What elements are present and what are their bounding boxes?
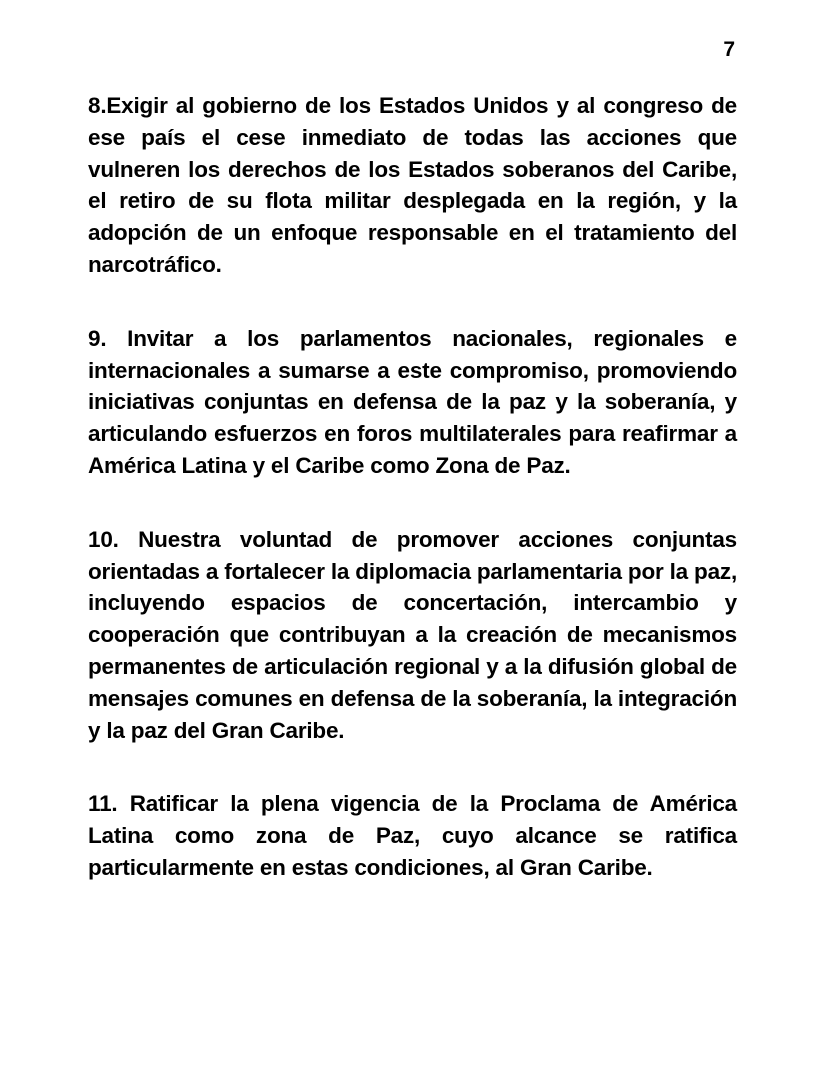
paragraph-8: 8.Exigir al gobierno de los Estados Unidos y al congreso de ese país el cese inmediato de todas las acciones que vulneren los derechos de los Estados soberanos del Caribe, el retiro de su flota militar desplegada en la región, y la adopción de un enfoque responsable en el tratamiento del narcotráfico. [88, 93, 737, 277]
paragraph-11: 11. Ratificar la plena vigencia de la Proclama de América Latina como zona de Paz, cuyo alcance se ratifica particularmente en estas condiciones, al Gran Caribe. [88, 791, 737, 880]
paragraph-9: 9. Invitar a los parlamentos nacionales, regionales e internacionales a sumarse a este compromiso, promoviendo iniciativas conjuntas en defensa de la paz y la soberanía, y articulando esfuerzos en foros multilaterales para reafirmar a América Latina y el Caribe como Zona de Paz. [88, 325, 737, 478]
paragraph-10: 10. Nuestra voluntad de promover acciones conjuntas orientadas a fortalecer la diplomacia parlamentaria por la paz, incluyendo espacios de concertación, intercambio y cooperación que contribuyan a la creación de mecanismos permanentes de articulación regional y a la difusión global de mensajes comunes en defensa de la soberanía, la integración y la paz del Gran Caribe. [88, 526, 737, 743]
page-number: 7 [723, 38, 735, 61]
